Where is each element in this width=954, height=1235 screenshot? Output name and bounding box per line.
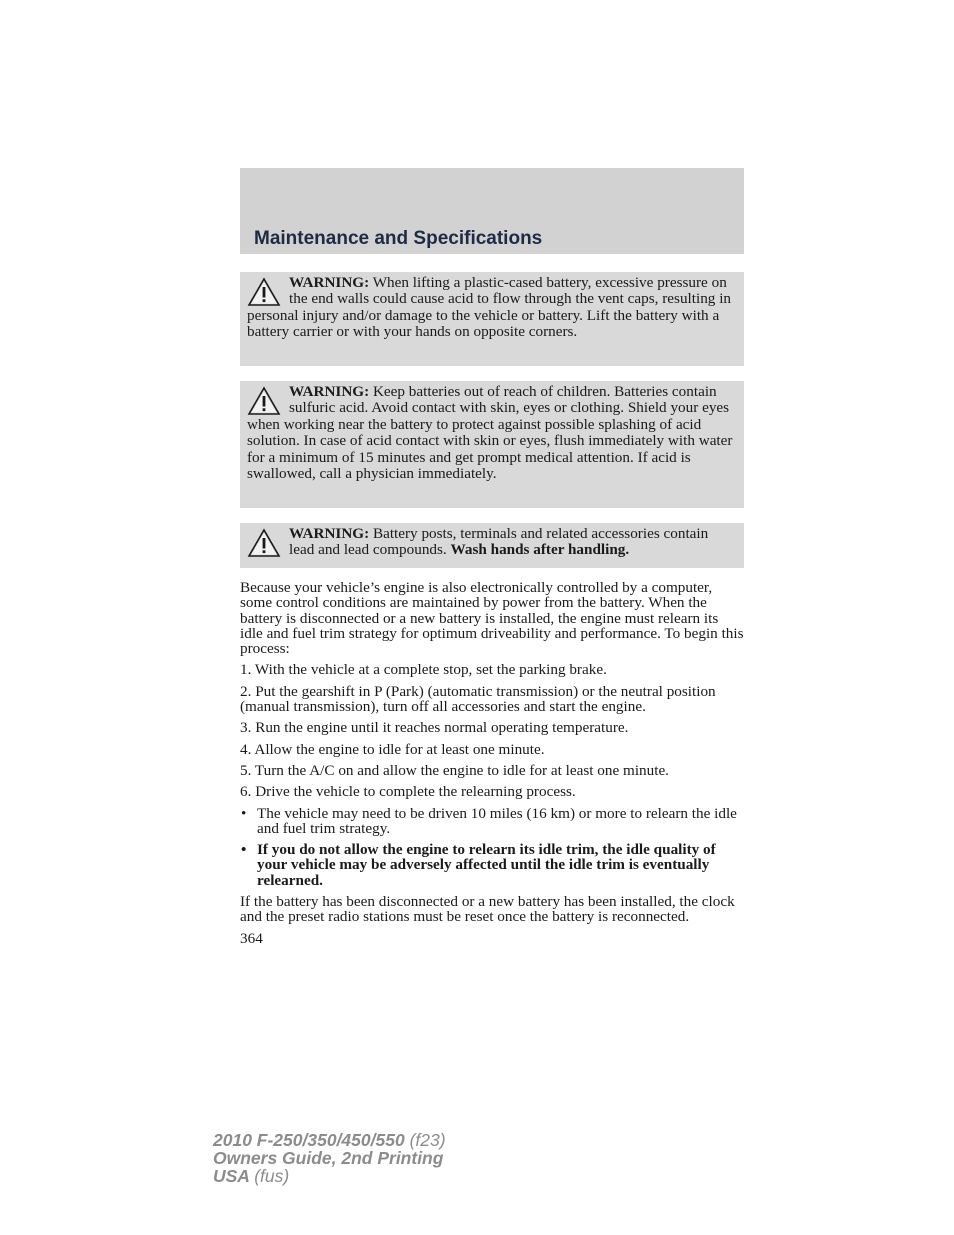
body-text	[240, 580, 744, 946]
warning-label: WARNING:	[289, 525, 370, 542]
document-footer	[213, 1131, 446, 1185]
step-item: 3. Run the engine until it reaches normal operating temperature.	[240, 719, 629, 737]
warning-text: Battery posts, terminals and related accessories contain lead and lead compounds.	[289, 525, 709, 559]
bullet-text: If you do not allow the engine to relearn its idle trim, the idle quality of your vehicle may be adversely affected until the idle trim is eventually relearned.	[257, 841, 716, 889]
warning-box-3	[240, 523, 744, 568]
bullet-text: The vehicle may need to be driven 10 miles (16 km) or more to relearn the idle and fuel trim strategy.	[257, 804, 737, 837]
warning-triangle-icon	[247, 277, 281, 307]
step-item: 4. Allow the engine to idle for at least one minute.	[240, 740, 545, 758]
warning-text: Keep batteries out of reach of children. Batteries contain sulfuric acid. Avoid contact with skin, eyes or clothing. Shield your eyes when working near the battery to protect against possible splashing of acid solution. In case of acid contact with skin or eyes, flush immediately with water for a minimum of 15 minutes and get prompt medical attention. If acid is swallowed, call a physician immediately.	[247, 383, 733, 483]
page-title: Maintenance and Specifications	[254, 228, 543, 249]
warning-text: When lifting a plastic-cased battery, excessive pressure on the end walls could cause acid to flow through the vent caps, resulting in personal injury and/or damage to the vehicle or battery. Lift the battery with a battery carrier or with your hands on opposite corners.	[247, 274, 732, 341]
step-item: 2. Put the gearshift in P (Park) (automatic transmission) or the neutral position (manual transmission), turn off all accessories and start the engine.	[240, 682, 716, 716]
footer-model: 2010 F-250/350/450/550	[213, 1130, 405, 1150]
bullet-item	[240, 842, 744, 888]
footer-model-code: (f23)	[409, 1130, 446, 1150]
page-number: 364	[240, 929, 263, 947]
step-item: 5. Turn the A/C on and allow the engine to idle for at least one minute.	[240, 761, 669, 779]
footer-line-1	[213, 1131, 446, 1149]
footer-line-3	[213, 1167, 446, 1185]
warning-triangle-icon	[247, 528, 281, 558]
footer-region: USA	[213, 1166, 250, 1186]
warning-label: WARNING:	[289, 274, 370, 291]
warning-bold-text: Wash hands after handling.	[450, 541, 630, 559]
warning-triangle-icon	[247, 386, 281, 416]
intro-paragraph: Because your vehicle’s engine is also electronically controlled by a computer, some control conditions are maintained by power from the battery. When the battery is disconnected or a new battery is installed, the engine must relearn its idle and fuel trim strategy for optimum driveability and performance. To begin this process:	[240, 579, 744, 658]
warning-label: WARNING:	[289, 383, 370, 400]
warning-box-1	[240, 272, 744, 366]
bullet-dot-icon: •	[241, 841, 247, 859]
step-item: 6. Drive the vehicle to complete the relearning process.	[240, 783, 576, 801]
footer-region-code: (fus)	[254, 1166, 290, 1186]
bullet-item	[240, 806, 744, 837]
footer-line-2: Owners Guide, 2nd Printing	[213, 1148, 444, 1168]
warning-box-2	[240, 381, 744, 508]
bullet-dot-icon: •	[241, 804, 247, 822]
closing-paragraph: If the battery has been disconnected or a new battery has been installed, the clock and the preset radio stations must be reset once the battery is reconnected.	[240, 893, 735, 926]
step-item: 1. With the vehicle at a complete stop, set the parking brake.	[240, 661, 607, 679]
section-header	[240, 168, 744, 254]
